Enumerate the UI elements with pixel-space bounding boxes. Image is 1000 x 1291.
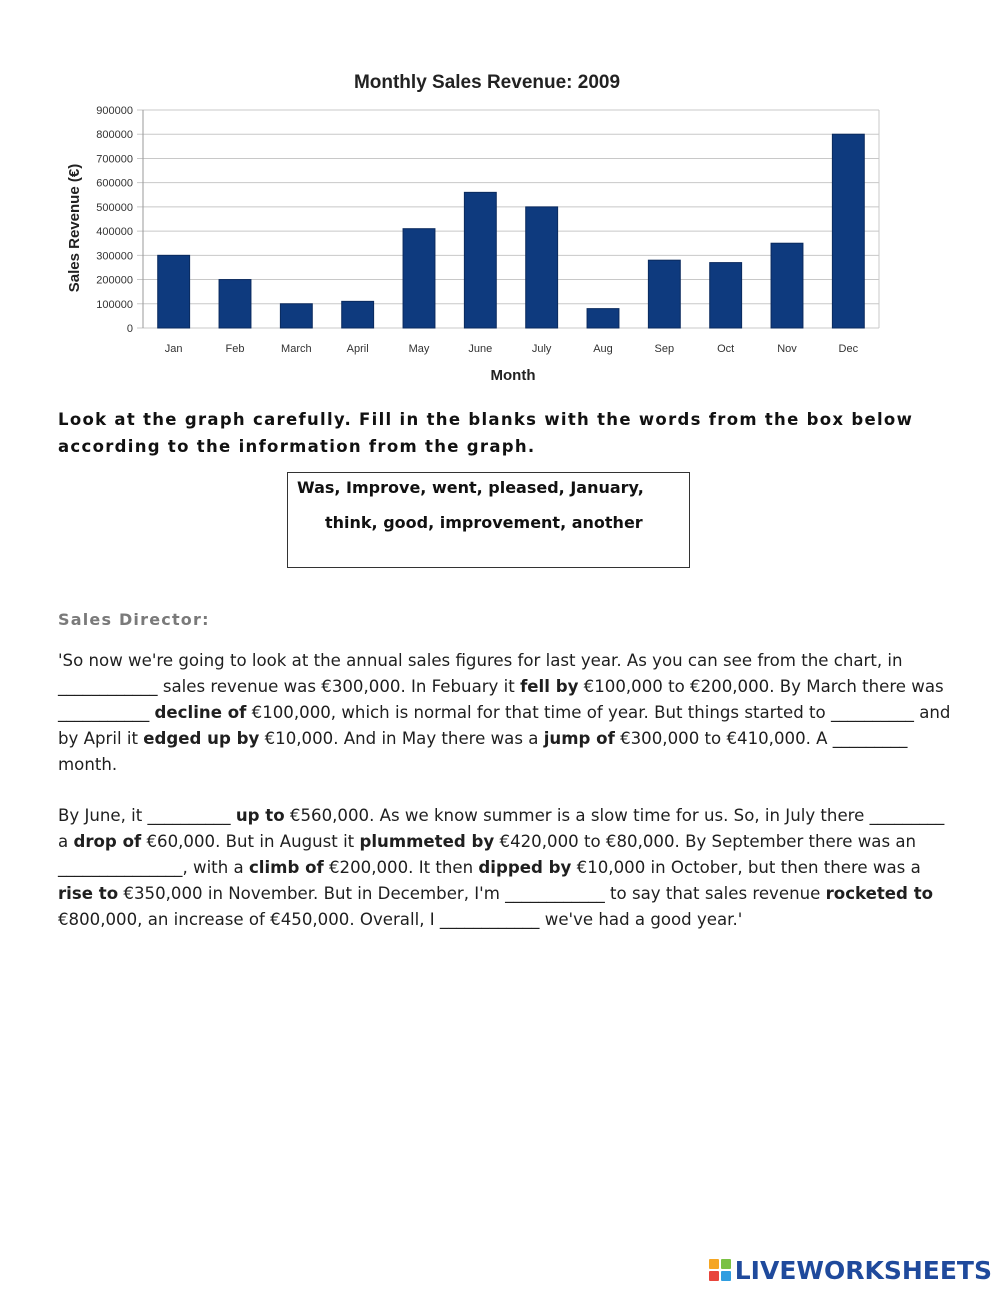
bar-june xyxy=(464,192,496,328)
text-run: €10,000 in October, but then there was a xyxy=(571,858,921,877)
bold-phrase: up to xyxy=(235,806,285,825)
x-tick-label: Jan xyxy=(164,343,183,355)
bar-nov xyxy=(771,243,803,328)
logo-mark-square xyxy=(709,1271,719,1281)
instructions-text: Look at the graph carefully. Fill in the blanks with the words from the box below according to the information from the graph. xyxy=(58,410,914,456)
text-run: €800,000, an increase of €450,000. Overall, I ____________ we've had a good year.' xyxy=(58,910,743,929)
y-tick-label: 200000 xyxy=(96,274,133,287)
sales-bar-chart xyxy=(55,60,895,395)
y-axis-label: Sales Revenue (€) xyxy=(66,163,83,293)
bar-oct xyxy=(710,263,742,328)
y-tick-label: 300000 xyxy=(96,250,133,263)
y-tick-label: 800000 xyxy=(96,129,133,142)
bold-phrase: fell by xyxy=(520,677,579,696)
x-tick-label: March xyxy=(281,343,312,355)
text-run: €60,000. But in August it xyxy=(141,832,360,851)
text-run: €420,000 to €80,000. By September there was an _______________, with a xyxy=(58,832,917,877)
speaker-label: Sales Director: xyxy=(58,610,210,629)
liveworksheets-logo-icon xyxy=(709,1259,731,1281)
logo-text: LIVEWORKSHEETS xyxy=(734,1255,992,1285)
bar-jan xyxy=(158,255,190,328)
x-axis-label: Month xyxy=(490,367,536,384)
bold-phrase: jump of xyxy=(543,729,615,748)
word-box xyxy=(287,472,690,568)
word-box-line-1: Was, Improve, went, pleased, January, xyxy=(297,478,644,497)
bar-feb xyxy=(219,280,251,328)
x-tick-label: Dec xyxy=(838,343,859,355)
text-run: €560,000. As we know summer is a slow time for us. So, in July there _________ a xyxy=(58,806,945,851)
x-tick-label: June xyxy=(468,343,493,355)
bold-phrase: drop of xyxy=(73,832,142,851)
y-tick-label: 400000 xyxy=(96,226,133,239)
bar-april xyxy=(342,301,374,328)
bar-sep xyxy=(648,260,680,328)
text-run: 'So now we're going to look at the annual sales figures for last year. As you can see from the chart, in ____________ sales revenue was €300,000. In Febuary it xyxy=(58,651,903,696)
y-axis-ticks xyxy=(96,105,133,335)
text-run: €100,000, which is normal for that time of year. But things started to __________ and by April it xyxy=(58,703,951,748)
x-tick-label: Aug xyxy=(593,343,613,355)
logo-mark-square xyxy=(721,1271,731,1281)
bold-phrase: plummeted by xyxy=(359,832,495,851)
y-tick-label: 600000 xyxy=(96,177,133,190)
bar-july xyxy=(526,207,558,328)
bar-may xyxy=(403,229,435,328)
text-run: By June, it __________ xyxy=(58,806,236,825)
text-run: €200,000. It then xyxy=(323,858,479,877)
bold-phrase: dipped by xyxy=(478,858,572,877)
x-tick-label: Feb xyxy=(225,343,245,355)
bold-phrase: rise to xyxy=(58,884,119,903)
y-tick-label: 500000 xyxy=(96,201,133,214)
text-run: €100,000 to €200,000. By March there was ___________ xyxy=(58,677,944,722)
paragraph-1 xyxy=(58,648,958,778)
y-tick-label: 0 xyxy=(126,323,133,335)
y-tick-label: 100000 xyxy=(96,298,133,311)
x-tick-label: May xyxy=(408,343,430,355)
logo-mark-square xyxy=(709,1259,719,1269)
text-run: €10,000. And in May there was a xyxy=(259,729,544,748)
paragraph-2 xyxy=(58,803,958,933)
x-tick-label: July xyxy=(531,343,552,355)
x-tick-label: Nov xyxy=(777,343,797,355)
y-tick-label: 700000 xyxy=(96,153,133,166)
text-run: €300,000 to €410,000. A _________ month. xyxy=(58,729,908,774)
x-tick-label: Oct xyxy=(717,343,735,355)
bold-phrase: climb of xyxy=(248,858,324,877)
x-axis-ticks xyxy=(165,343,859,355)
x-tick-label: April xyxy=(346,343,369,355)
bar-aug xyxy=(587,309,619,328)
bold-phrase: rocketed to xyxy=(825,884,934,903)
x-tick-label: Sep xyxy=(654,343,675,355)
chart-title: Monthly Sales Revenue: 2009 xyxy=(353,72,621,93)
bar-march xyxy=(280,304,312,328)
word-box-line-2: think, good, improvement, another xyxy=(325,513,643,532)
bold-phrase: edged up by xyxy=(143,729,260,748)
logo-mark-square xyxy=(721,1259,731,1269)
text-run: €350,000 in November. But in December, I'm ____________ to say that sales revenue xyxy=(118,884,826,903)
bar-dec xyxy=(832,134,864,328)
liveworksheets-logo xyxy=(709,1252,992,1288)
y-tick-label: 900000 xyxy=(96,105,133,117)
bold-phrase: decline of xyxy=(154,703,247,722)
